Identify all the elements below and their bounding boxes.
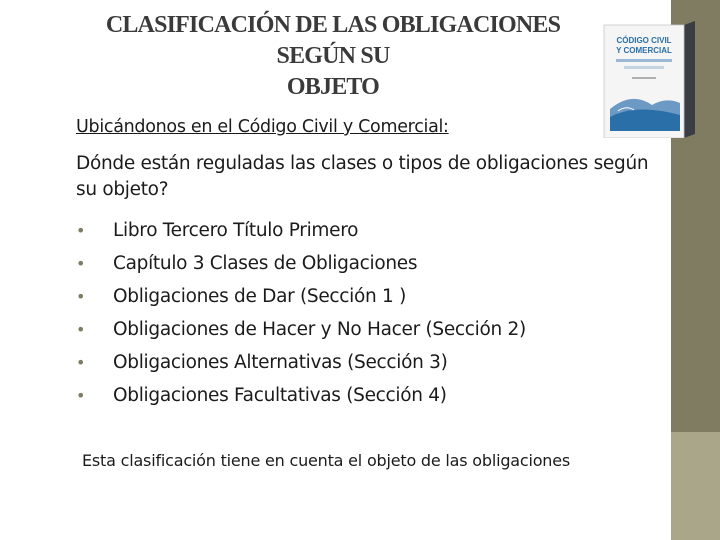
bullet-icon: • [76, 221, 86, 240]
question-text: Dónde están reguladas las clases o tipos de obligaciones según su objeto? [76, 153, 649, 200]
list-item [76, 346, 526, 379]
slide-title [68, 10, 598, 103]
list-item-text: Obligaciones de Dar (Sección 1 ) [113, 286, 407, 307]
bullet-icon: • [76, 353, 86, 372]
title-line-2: OBJETO [286, 74, 380, 100]
book-cover-icon [602, 19, 695, 138]
list-item [76, 214, 526, 247]
list-item-text: Obligaciones de Hacer y No Hacer (Sección 2) [113, 319, 526, 340]
list-item-text: Capítulo 3 Clases de Obligaciones [113, 253, 418, 274]
title-line-1: CLASIFICACIÓN DE LAS OBLIGACIONES SEGÚN SU [105, 12, 561, 69]
book-title-line-2: Y COMERCIAL [616, 46, 672, 55]
right-accent-bar-lower [671, 432, 720, 540]
bullet-icon: • [76, 386, 86, 405]
list-item [76, 379, 526, 412]
list-item-text: Obligaciones Alternativas (Sección 3) [113, 352, 448, 373]
book-title-line-1: CÓDIGO CIVIL [616, 36, 672, 45]
section-subtitle: Ubicándonos en el Código Civil y Comercial: [76, 117, 449, 137]
list-item [76, 247, 526, 280]
footer-note: Esta clasificación tiene en cuenta el objeto de las obligaciones [82, 451, 571, 470]
bullet-icon: • [76, 254, 86, 273]
list-item-text: Obligaciones Facultativas (Sección 4) [113, 385, 447, 406]
bullet-icon: • [76, 320, 86, 339]
list-item [76, 280, 526, 313]
bullet-icon: • [76, 287, 86, 306]
bullet-list [76, 214, 526, 412]
list-item-text: Libro Tercero Título Primero [113, 220, 359, 241]
list-item [76, 313, 526, 346]
